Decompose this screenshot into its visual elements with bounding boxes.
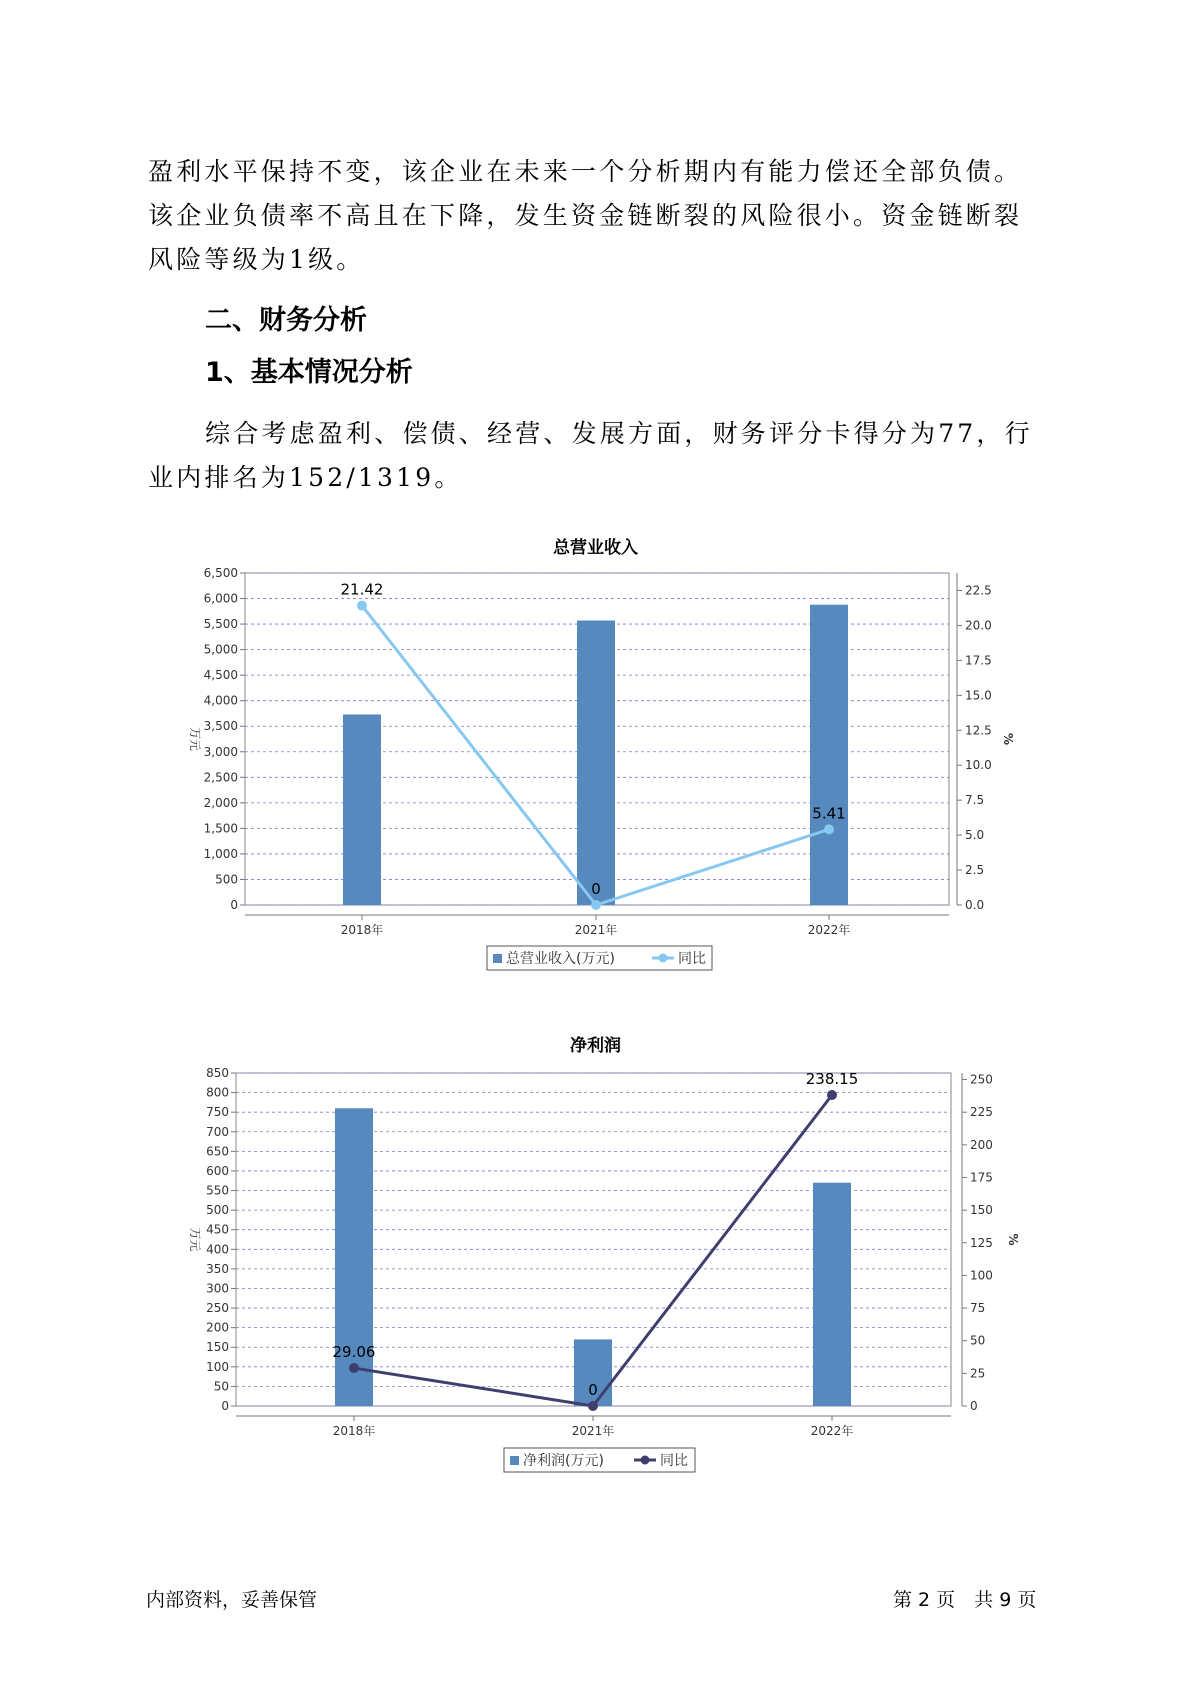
yoy-data-label: 29.06 [332,1343,376,1362]
y-tick-label: 350 [206,1261,229,1276]
footer-left: 内部资料，妥善保管 [146,1589,318,1611]
paragraph-score: 综合考虑盈利、偿债、经营、发展方面，财务评分卡得分为77，行业内排名为152/1319。 [148,419,1033,492]
legend-line-label: 同比 [678,951,706,967]
y-tick-label: 200 [206,1320,229,1335]
legend-line-marker [641,1456,650,1465]
y2-tick-label: 7.5 [965,793,985,808]
legend-line-marker [659,954,668,963]
yoy-data-label: 5.41 [812,804,846,823]
legend-bar-label: 总营业收入(万元) [506,951,615,967]
y-tick-label: 6,000 [203,591,238,606]
y2-tick-label: 25 [970,1366,986,1381]
y-tick-label: 500 [215,872,238,887]
y2-tick-label: 15.0 [965,688,992,703]
y2-tick-label: 0 [970,1399,978,1413]
x-tick-label: 2021年 [574,923,618,937]
y-tick-label: 6,500 [203,566,238,580]
chart-title-revenue: 总营业收入 [553,538,638,558]
legend-line-label: 同比 [660,1453,688,1469]
y2-tick-label: 75 [970,1301,986,1316]
y-axis-title: 万元 [188,726,202,752]
y2-tick-label: 0.0 [965,898,985,912]
y-tick-label: 1,000 [203,846,238,861]
yoy-point [357,601,367,611]
y2-tick-label: 5.0 [965,828,985,843]
y2-tick-label: 20.0 [965,618,992,633]
yoy-data-label: 0 [591,880,601,898]
y-tick-label: 450 [206,1222,229,1237]
legend-bar-label: 净利润(万元) [523,1453,604,1469]
y-tick-label: 50 [213,1379,229,1394]
y-tick-label: 300 [206,1281,229,1296]
yoy-data-label: 21.42 [340,580,384,599]
x-tick-label: 2022年 [810,1424,854,1438]
y2-tick-label: 250 [970,1072,993,1087]
y2-tick-label: 17.5 [965,653,992,668]
y-tick-label: 600 [206,1163,229,1178]
paragraph-risk-summary: 盈利水平保持不变，该企业在未来一个分析期内有能力偿还全部负债。该企业负债率不高且在下降，发生资金链断裂的风险很小。资金链断裂风险等级为1级。 [148,157,1023,274]
y2-tick-label: 12.5 [965,723,992,738]
y-tick-label: 2,500 [203,770,238,785]
y2-axis-title: % [1006,1233,1020,1246]
y2-tick-label: 150 [970,1203,993,1218]
y2-tick-label: 175 [970,1170,993,1185]
y2-tick-label: 125 [970,1235,993,1250]
y-tick-label: 4,500 [203,668,238,683]
y2-tick-label: 22.5 [965,583,992,598]
y-tick-label: 550 [206,1183,229,1198]
x-tick-label: 2018年 [340,923,384,937]
x-tick-label: 2021年 [571,1424,615,1438]
y-tick-label: 3,500 [203,719,238,734]
yoy-point [349,1363,359,1373]
legend-bar-swatch [493,954,502,963]
y-tick-label: 3,000 [203,744,238,759]
y-tick-label: 2,000 [203,795,238,810]
bar [335,1108,373,1406]
y-tick-label: 0 [230,898,238,912]
bar [810,605,848,905]
y2-tick-label: 50 [970,1333,986,1348]
y2-tick-label: 225 [970,1105,993,1120]
y2-tick-label: 10.0 [965,758,992,773]
y2-axis-title: % [1001,732,1015,746]
y-tick-label: 5,000 [203,642,238,657]
y-tick-label: 5,500 [203,617,238,632]
yoy-data-label: 0 [588,1381,598,1399]
yoy-data-label: 238.15 [805,1070,859,1089]
y2-tick-label: 200 [970,1137,993,1152]
chart-title-net-profit: 净利润 [570,1036,621,1056]
footer-page-number: 第 2 页 共 9 页 [893,1589,1037,1611]
y-tick-label: 800 [206,1085,229,1100]
y-tick-label: 250 [206,1301,229,1316]
yoy-point [827,1090,837,1100]
y-tick-label: 100 [206,1359,229,1374]
revenue-chart [0,560,1191,1000]
yoy-point [824,824,834,834]
y-tick-label: 850 [206,1066,229,1080]
yoy-point [588,1401,598,1411]
y-tick-label: 500 [206,1203,229,1218]
y-tick-label: 700 [206,1124,229,1139]
net-profit-chart [0,1055,1191,1495]
bar [577,621,615,905]
y-tick-label: 400 [206,1242,229,1257]
section-heading: 二、财务分析 [205,305,367,336]
y-tick-label: 0 [221,1399,229,1413]
bar [813,1183,851,1406]
legend-bar-swatch [510,1456,519,1465]
x-tick-label: 2018年 [332,1424,376,1438]
x-tick-label: 2022年 [807,923,851,937]
y2-tick-label: 100 [970,1268,993,1283]
y-tick-label: 1,500 [203,821,238,836]
y-tick-label: 4,000 [203,693,238,708]
y-axis-title: 万元 [188,1227,202,1252]
yoy-point [591,900,601,910]
subsection-heading: 1、基本情况分析 [205,357,413,388]
y-tick-label: 650 [206,1144,229,1159]
y2-tick-label: 2.5 [965,863,985,878]
y-tick-label: 750 [206,1105,229,1120]
y-tick-label: 150 [206,1340,229,1355]
bar [343,714,381,905]
